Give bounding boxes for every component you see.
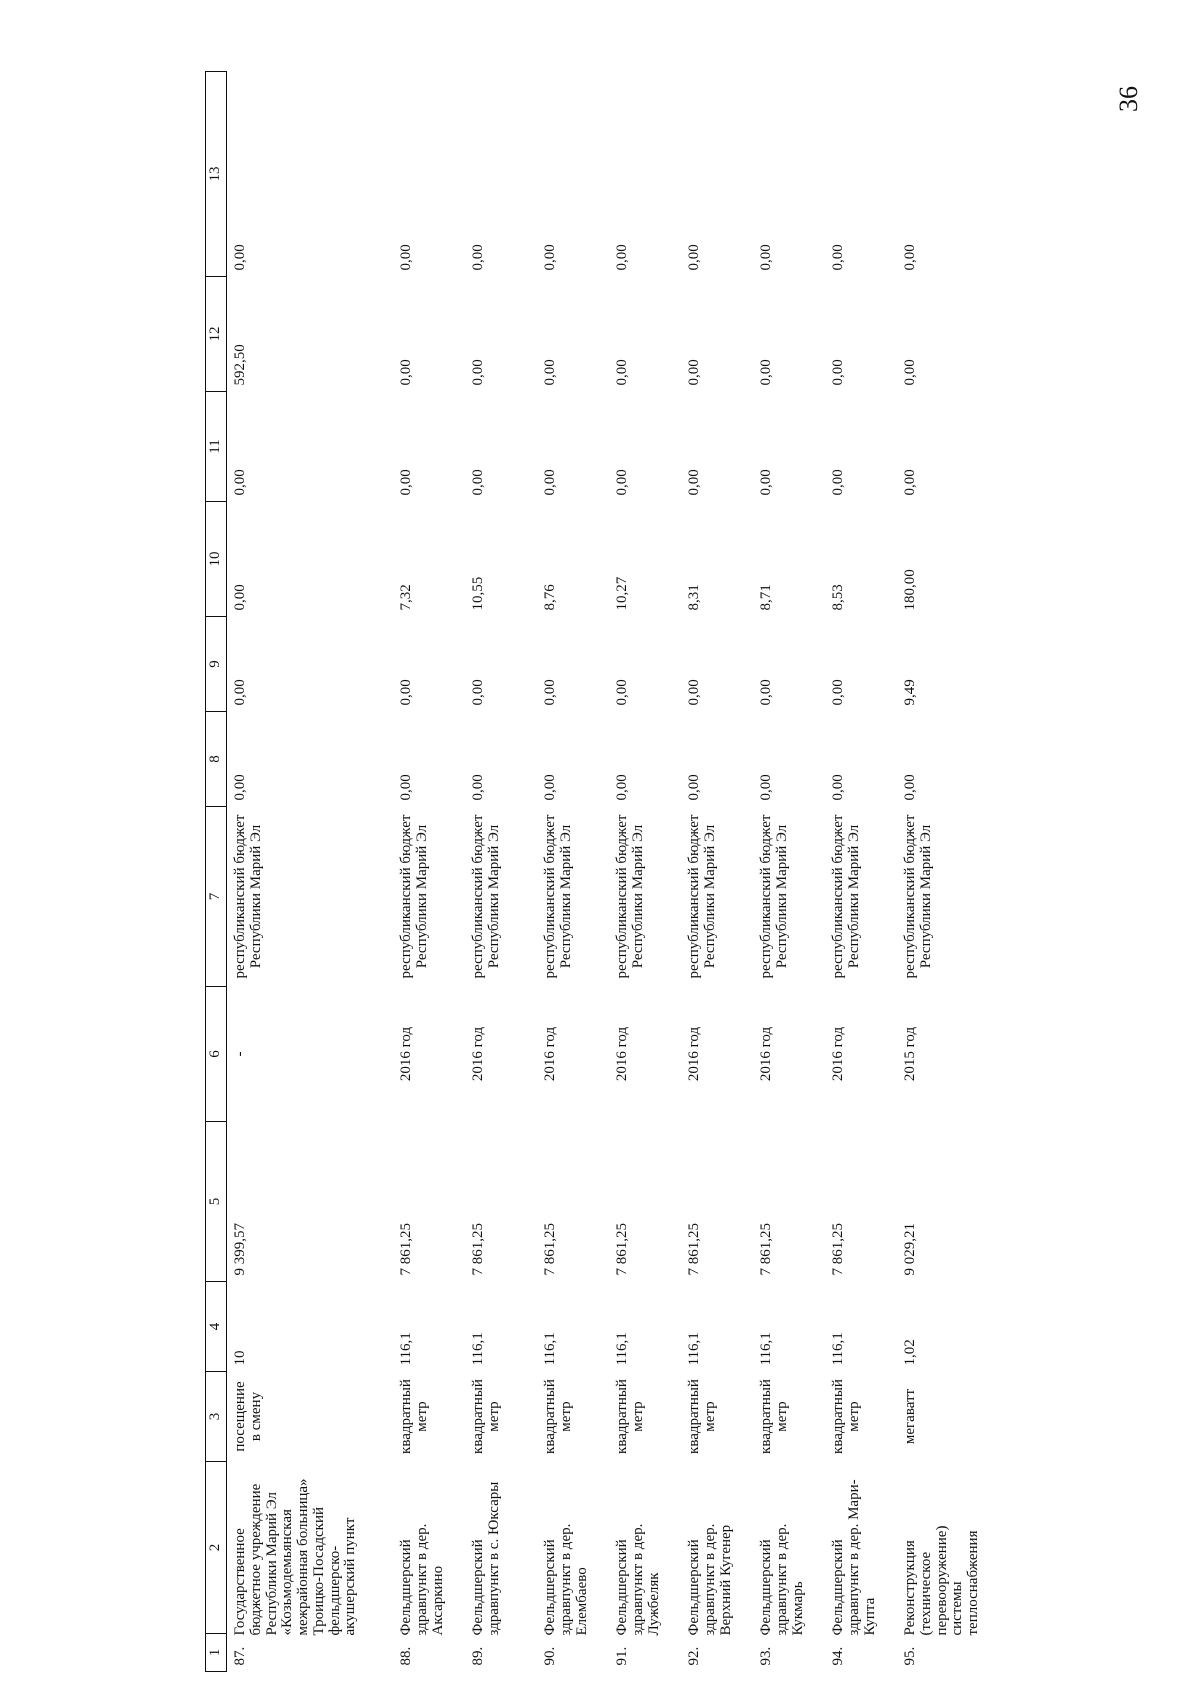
year-cell: 2016 год	[686, 1026, 702, 1082]
year-cell: 2016 год	[470, 1026, 486, 1082]
value-cell: 0,00	[686, 244, 702, 271]
row-title-cell	[609, 1462, 681, 1672]
value-cell: 0,00	[398, 774, 414, 801]
capacity-cell: 116,1	[542, 1332, 558, 1366]
value-cell: 8,53	[830, 584, 846, 611]
value-cell: 0,00	[902, 469, 918, 496]
value-cell: 0,00	[614, 244, 630, 271]
value-cell: 0,00	[830, 244, 846, 271]
object-name: Фельдшерский здравпункт в дер. Аксаркино	[398, 1523, 446, 1636]
year-cell: 2016 год	[758, 1026, 774, 1082]
row-title-cell	[897, 1462, 983, 1672]
row-title-cell	[681, 1462, 753, 1672]
table-row	[393, 72, 465, 1672]
value-cell: 0,00	[232, 244, 248, 271]
table-row	[537, 72, 609, 1672]
unit-cell: квадратный метр	[542, 1379, 574, 1454]
unit-cell: мегаватт	[902, 1388, 918, 1445]
value-cell: 0,00	[902, 774, 918, 801]
cost-cell: 7 861,25	[470, 1223, 486, 1276]
value-cell: 0,00	[232, 679, 248, 706]
value-cell: 0,00	[758, 244, 774, 271]
unit-cell: квадратный метр	[398, 1379, 430, 1454]
header-row	[206, 72, 227, 1672]
object-name: Фельдшерский здравпункт в дер. Мари-Купта	[830, 1479, 878, 1636]
value-cell: 0,00	[398, 359, 414, 386]
value-cell: 10,55	[470, 576, 486, 611]
value-cell: 0,00	[830, 774, 846, 801]
table-body	[227, 72, 984, 1672]
column-header: 11	[206, 392, 227, 502]
row-title-cell	[393, 1462, 465, 1672]
table-row	[227, 72, 394, 1672]
table-row	[825, 72, 897, 1672]
column-header: 9	[206, 617, 227, 712]
capacity-cell: 1,02	[902, 1339, 918, 1366]
value-cell: 0,00	[542, 359, 558, 386]
row-title-cell	[537, 1462, 609, 1672]
value-cell: 0,00	[470, 774, 486, 801]
funding-source-cell: республиканский бюджет Республики Марий Эл	[398, 814, 430, 979]
value-cell: 0,00	[614, 679, 630, 706]
row-title-cell	[465, 1462, 537, 1672]
value-cell: 8,71	[758, 584, 774, 611]
capacity-cell: 116,1	[686, 1332, 702, 1366]
row-title-cell	[227, 1462, 394, 1672]
table-row	[897, 72, 983, 1672]
cost-cell: 7 861,25	[758, 1223, 774, 1276]
object-name: Фельдшерский здравпункт в дер. Елембаево	[542, 1523, 590, 1636]
value-cell: 0,00	[758, 359, 774, 386]
value-cell: 0,00	[686, 679, 702, 706]
cost-cell: 7 861,25	[686, 1223, 702, 1276]
value-cell: 0,00	[902, 359, 918, 386]
unit-cell: посещение в смену	[232, 1381, 264, 1452]
table-row	[609, 72, 681, 1672]
object-name: Реконструкция (техническое перевооружение) системы теплоснабжения	[902, 1525, 981, 1636]
year-cell: 2016 год	[614, 1026, 630, 1082]
object-name: Фельдшерский здравпункт в дер. Верхний Кугенер	[686, 1523, 734, 1636]
value-cell: 0,00	[902, 244, 918, 271]
value-cell: 0,00	[470, 359, 486, 386]
value-cell: 0,00	[830, 469, 846, 496]
row-title-cell	[825, 1462, 897, 1672]
unit-cell: квадратный метр	[614, 1379, 646, 1454]
value-cell: 0,00	[398, 469, 414, 496]
funding-source-cell: республиканский бюджет Республики Марий Эл	[232, 814, 264, 979]
funding-source-cell: республиканский бюджет Республики Марий Эл	[758, 814, 790, 979]
value-cell: 0,00	[232, 469, 248, 496]
value-cell: 0,00	[470, 679, 486, 706]
capacity-cell: 10	[232, 1350, 248, 1366]
value-cell: 10,27	[614, 576, 630, 611]
capacity-cell: 116,1	[758, 1332, 774, 1366]
table-row	[681, 72, 753, 1672]
cost-cell: 7 861,25	[542, 1223, 558, 1276]
value-cell: 0,00	[614, 469, 630, 496]
value-cell: 0,00	[470, 469, 486, 496]
funding-source-cell: республиканский бюджет Республики Марий Эл	[542, 814, 574, 979]
cost-cell: 9 029,21	[902, 1223, 918, 1276]
funding-source-cell: республиканский бюджет Республики Марий Эл	[614, 814, 646, 979]
row-number: 88.	[398, 1646, 414, 1666]
year-cell: 2015 год	[902, 1026, 918, 1082]
value-cell: 0,00	[758, 774, 774, 801]
column-header: 3	[206, 1372, 227, 1462]
value-cell: 8,76	[542, 584, 558, 611]
value-cell: 0,00	[232, 774, 248, 801]
table-row	[753, 72, 825, 1672]
rotated-table-container	[205, 72, 995, 1672]
page-number: 36	[1114, 86, 1143, 112]
value-cell: 0,00	[470, 244, 486, 271]
value-cell: 0,00	[542, 679, 558, 706]
unit-cell: квадратный метр	[470, 1379, 502, 1454]
column-header: 10	[206, 502, 227, 617]
row-number: 95.	[902, 1646, 918, 1666]
column-header: 6	[206, 987, 227, 1122]
column-header: 13	[206, 72, 227, 277]
funding-source-cell: республиканский бюджет Республики Марий Эл	[830, 814, 862, 979]
column-header: 8	[206, 712, 227, 807]
data-table	[205, 71, 983, 1672]
row-number: 93.	[758, 1646, 774, 1666]
cost-cell: 7 861,25	[614, 1223, 630, 1276]
cost-cell: 7 861,25	[398, 1223, 414, 1276]
column-header: 2	[206, 1462, 227, 1634]
value-cell: 9,49	[902, 679, 918, 706]
row-number: 90.	[542, 1646, 558, 1666]
object-name: Государственное бюджетное учреждение Республики Марий Эл «Козьмодемьянская межрайонная больница» Троицко-Посадский фельдшерско-акушерский пункт	[232, 1478, 359, 1636]
unit-cell: квадратный метр	[758, 1379, 790, 1454]
value-cell: 0,00	[542, 244, 558, 271]
funding-source-cell: республиканский бюджет Республики Марий Эл	[902, 814, 934, 979]
value-cell: 0,00	[614, 774, 630, 801]
row-title-cell	[753, 1462, 825, 1672]
year-cell: 2016 год	[830, 1026, 846, 1082]
value-cell: 0,00	[542, 774, 558, 801]
value-cell: 0,00	[686, 469, 702, 496]
value-cell: 7,32	[398, 584, 414, 611]
object-name: Фельдшерский здравпункт в дер. Кукмарь	[758, 1523, 806, 1636]
value-cell: 0,00	[542, 469, 558, 496]
object-name: Фельдшерский здравпункт в дер. Лужбеляк	[614, 1523, 662, 1636]
row-number: 94.	[830, 1646, 846, 1666]
row-number: 92.	[686, 1646, 702, 1666]
value-cell: 0,00	[830, 679, 846, 706]
value-cell: 0,00	[830, 359, 846, 386]
year-cell: -	[232, 1051, 248, 1057]
value-cell: 0,00	[686, 774, 702, 801]
value-cell: 8,31	[686, 584, 702, 611]
column-header: 4	[206, 1282, 227, 1372]
year-cell: 2016 год	[542, 1026, 558, 1082]
object-name: Фельдшерский здравпункт в с. Юксары	[470, 1481, 502, 1636]
column-header: 12	[206, 277, 227, 392]
value-cell: 0,00	[686, 359, 702, 386]
unit-cell: квадратный метр	[830, 1379, 862, 1454]
column-header: 1	[206, 1634, 227, 1672]
column-header: 5	[206, 1122, 227, 1282]
funding-source-cell: республиканский бюджет Республики Марий Эл	[686, 814, 718, 979]
capacity-cell: 116,1	[470, 1332, 486, 1366]
capacity-cell: 116,1	[614, 1332, 630, 1366]
value-cell: 0,00	[758, 469, 774, 496]
funding-source-cell: республиканский бюджет Республики Марий Эл	[470, 814, 502, 979]
cost-cell: 9 399,57	[232, 1223, 248, 1276]
value-cell: 180,00	[902, 569, 918, 611]
row-number: 87.	[232, 1646, 248, 1666]
value-cell: 0,00	[398, 244, 414, 271]
column-header: 7	[206, 807, 227, 987]
cost-cell: 7 861,25	[830, 1223, 846, 1276]
value-cell: 592,50	[232, 344, 248, 386]
value-cell: 0,00	[614, 359, 630, 386]
row-number: 89.	[470, 1646, 486, 1666]
value-cell: 0,00	[398, 679, 414, 706]
capacity-cell: 116,1	[830, 1332, 846, 1366]
capacity-cell: 116,1	[398, 1332, 414, 1366]
year-cell: 2016 год	[398, 1026, 414, 1082]
unit-cell: квадратный метр	[686, 1379, 718, 1454]
table-row	[465, 72, 537, 1672]
row-number: 91.	[614, 1646, 630, 1666]
value-cell: 0,00	[758, 679, 774, 706]
value-cell: 0,00	[232, 584, 248, 611]
